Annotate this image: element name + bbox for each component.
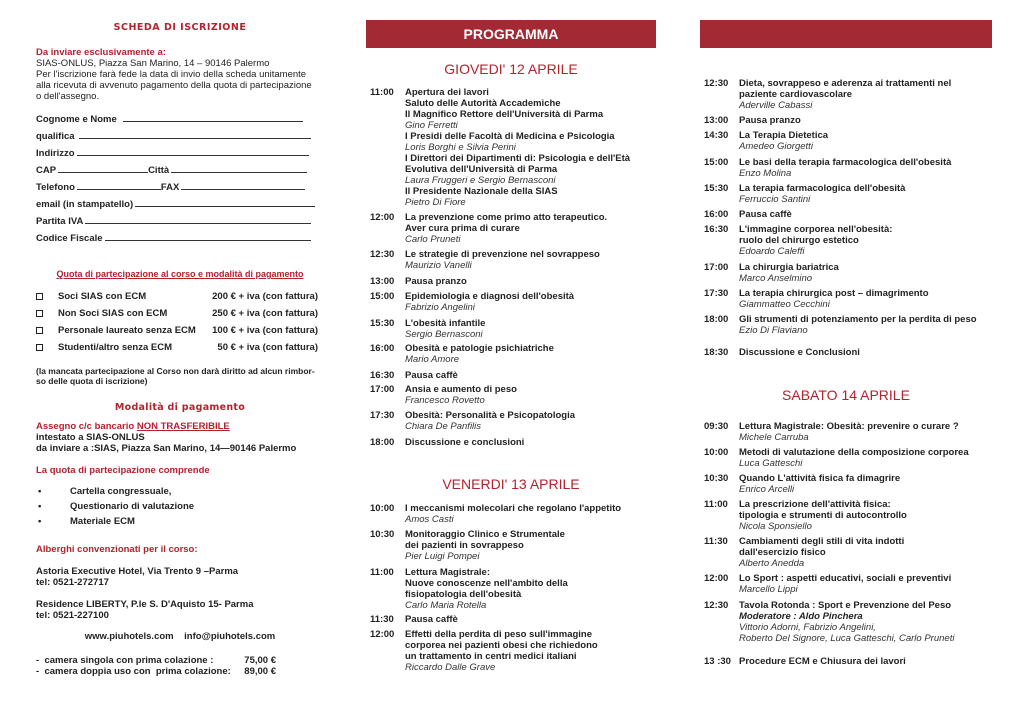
session-title: corporea nei pazienti obesi che richiedono <box>405 640 598 651</box>
speaker-name: Amos Casti <box>405 514 454 525</box>
fee-note-line: (la mancata partecipazione al Corso non darà diritto ad alcun rimbor- <box>36 366 315 376</box>
field-line[interactable] <box>171 164 307 173</box>
session-title: Pausa pranzo <box>405 276 467 287</box>
checkbox-icon[interactable] <box>36 310 43 317</box>
schedule-time: 15:00 <box>704 157 729 168</box>
field-line[interactable] <box>79 130 311 139</box>
schedule-time: 10:30 <box>704 473 729 484</box>
checkbox-icon[interactable] <box>36 344 43 351</box>
session-title: I meccanismi molecolari che regolano l'appetito <box>405 503 622 514</box>
payment-title: Modalità di pagamento <box>114 402 246 413</box>
session-title: Discussione e Conclusioni <box>739 347 860 358</box>
speaker-name: Gino Ferretti <box>405 120 458 131</box>
session-title: Dieta, sovrappeso e aderenza ai trattamenti nel <box>739 78 952 89</box>
session-title: paziente cardiovascolare <box>739 89 852 100</box>
speaker-name: Riccardo Dalle Grave <box>405 662 496 673</box>
bullet-icon: • <box>38 486 42 497</box>
speaker-name: Nicola Sponsiello <box>739 521 812 532</box>
session-title: tipologia e strumenti di autocontrollo <box>739 510 907 521</box>
hotel-line: tel: 0521-272717 <box>36 577 109 588</box>
schedule-time: 16:30 <box>704 224 729 235</box>
session-title: Lettura Magistrale: <box>405 567 490 578</box>
registration-title: SCHEDA DI ISCRIZIONE <box>113 22 247 33</box>
session-title: ruolo del chirurgo estetico <box>739 235 859 246</box>
schedule-time: 12:00 <box>370 629 395 640</box>
schedule-time: 11:00 <box>370 87 394 98</box>
session-title: Il Magnifico Rettore dell'Università di Parma <box>405 109 604 120</box>
speaker-name: Carlo Maria Rotella <box>405 600 487 611</box>
hotel-line: tel: 0521-227100 <box>36 610 109 621</box>
hotel-line: Astoria Executive Hotel, Via Trento 9 –Parma <box>36 566 239 577</box>
day-title-giovedi: GIOVEDI' 12 APRILE <box>444 61 578 77</box>
field-label: Cognome e Nome <box>36 114 117 125</box>
session-title: La prevenzione come primo atto terapeutico. <box>405 212 608 223</box>
field-cognome-nome[interactable] <box>36 113 303 125</box>
schedule-time: 12:00 <box>704 573 729 584</box>
speaker-name: Luca Gatteschi <box>739 458 803 469</box>
schedule-time: 17:30 <box>370 410 395 421</box>
speaker-name: Laura Fruggeri e Sergio Bernasconi <box>405 175 556 186</box>
fee-price: 250 € + iva (con fattura) <box>212 308 318 319</box>
session-title: dall'esercizio fisico <box>739 547 826 558</box>
session-title: Metodi di valutazione della composizione corporea <box>739 447 969 458</box>
cheque-block <box>36 421 324 454</box>
includes-text: Questionario di valutazione <box>70 501 195 512</box>
speaker-name: Ezio Di Flaviano <box>739 325 808 336</box>
includes-text: Cartella congressuale, <box>70 486 172 497</box>
includes-text: Materiale ECM <box>70 516 135 527</box>
session-title: Nuove conoscenze nell'ambito della <box>405 578 568 589</box>
fee-note-line: so delle quota di iscrizione) <box>36 376 148 386</box>
field-partita-iva[interactable] <box>36 215 311 227</box>
session-title: Obesità: Personalità e Psicopatologia <box>405 410 575 421</box>
speaker-name: Pier Luigi Pompei <box>405 551 480 562</box>
speaker-name: Alberto Anedda <box>739 558 805 569</box>
hotel-line: Residence LIBERTY, P.le S. D'Aquisto 15- Parma <box>36 599 254 610</box>
includes-title: La quota di partecipazione comprende <box>36 465 210 476</box>
session-title: Lettura Magistrale: Obesità: prevenire o curare ? <box>739 421 959 432</box>
speaker-name: Fabrizio Angelini <box>405 302 475 313</box>
speaker-name: Amedeo Giorgetti <box>739 141 813 152</box>
fee-name: Studenti/altro senza ECM <box>58 342 173 353</box>
bullet-icon: • <box>38 501 42 512</box>
schedule-time: 12:00 <box>370 212 395 223</box>
session-title: Aver cura prima di curare <box>405 223 520 234</box>
session-title: Moderatore : Aldo Pinchera <box>739 611 863 622</box>
fee-name: Soci SIAS con ECM <box>58 291 147 302</box>
session-title: I Direttori dei Dipartimenti di: Psicologia e dell'Età <box>405 153 631 164</box>
fee-title: Quota di partecipazione al corso e modalità di pagamento <box>56 269 304 279</box>
checkbox-icon[interactable] <box>36 293 43 300</box>
field-indirizzo[interactable] <box>36 147 309 159</box>
field-label: email (in stampatello) <box>36 199 134 210</box>
session-title: Ansia e aumento di peso <box>405 384 517 395</box>
speaker-name: Pietro Di Fiore <box>405 197 466 208</box>
session-title: Apertura dei lavori <box>405 87 489 98</box>
fee-price: 50 € + iva (con fattura) <box>217 342 318 353</box>
session-title: L'immagine corporea nell'obesità: <box>739 224 893 235</box>
session-title: Lo Sport : aspetti educativi, sociali e preventivi <box>739 573 952 584</box>
session-title: L'obesità infantile <box>405 318 486 329</box>
speaker-name: Sergio Bernasconi <box>405 329 483 340</box>
field-label: FAX <box>160 182 180 193</box>
room-label: - camera singola con prima colazione : <box>36 655 214 666</box>
session-title: Pausa caffè <box>739 209 792 220</box>
send-to-label: Da inviare esclusivamente a: <box>36 47 166 58</box>
fee-note <box>36 366 324 386</box>
speaker-name: Giammatteo Cecchini <box>739 299 830 310</box>
schedule-time: 13:00 <box>704 115 729 126</box>
session-title: Monitoraggio Clinico e Strumentale <box>405 529 565 540</box>
schedule-time: 10:00 <box>370 503 395 514</box>
send-note-line: Per l'iscrizione farà fede la data di invio della scheda unitamente <box>36 69 307 80</box>
session-title: Cambiamenti degli stili di vita indotti <box>739 536 905 547</box>
field-codice-fiscale[interactable] <box>36 232 311 244</box>
room-price-row <box>36 666 276 677</box>
speaker-name: Marco Anselmino <box>739 273 813 284</box>
session-title: Pausa caffè <box>405 370 458 381</box>
field-line[interactable] <box>85 215 311 224</box>
hotel-liberty <box>36 599 324 621</box>
session-title: La terapia chirurgica post – dimagrimento <box>739 288 929 299</box>
room-price-row <box>36 655 276 666</box>
fee-price: 200 € + iva (con fattura) <box>212 291 318 302</box>
session-title: La terapia farmacologica dell'obesità <box>739 183 906 194</box>
field-telefono-fax[interactable] <box>36 181 305 193</box>
hotels-title: Alberghi convenzionati per il corso: <box>36 544 198 555</box>
hotel-website[interactable]: www.piuhotels.com info@piuhotels.com <box>84 631 276 642</box>
field-line[interactable] <box>135 198 315 207</box>
session-title: La chirurgia bariatrica <box>739 262 839 273</box>
programma-banner <box>366 20 656 48</box>
fee-name: Non Soci SIAS con ECM <box>58 308 168 319</box>
checkbox-icon[interactable] <box>36 327 43 334</box>
schedule-time: 16:30 <box>370 370 395 381</box>
field-label: CAP <box>36 165 57 176</box>
session-title: Gli strumenti di potenziamento per la perdita di peso <box>739 314 977 325</box>
speaker-name: Mario Amore <box>405 354 460 365</box>
schedule-time: 16:00 <box>370 343 395 354</box>
schedule-time: 17:00 <box>370 384 395 395</box>
speaker-name: Michele Carruba <box>739 432 809 443</box>
room-label: - camera doppia uso con prima colazione: <box>36 666 231 677</box>
send-note-line: alla ricevuta di avvenuto pagamento della quota di partecipazione <box>36 80 312 91</box>
day-title-sabato: SABATO 14 APRILE <box>782 387 910 403</box>
schedule-time: 18:30 <box>704 347 729 358</box>
day-title-venerdi: VENERDI' 13 APRILE <box>442 476 580 492</box>
speaker-name: Maurizio Vanelli <box>405 260 472 271</box>
field-line[interactable] <box>77 147 309 156</box>
speaker-name: Edoardo Caleffi <box>739 246 805 257</box>
schedule-time: 13:00 <box>370 276 395 287</box>
session-title: un trattamento in centri medici italiani <box>405 651 577 662</box>
session-title: Epidemiologia e diagnosi dell'obesità <box>405 291 575 302</box>
schedule-time: 10:00 <box>704 447 729 458</box>
fee-name: Personale laureato senza ECM <box>58 325 196 336</box>
schedule-time: 12:30 <box>370 249 395 260</box>
schedule-time: 15:30 <box>370 318 395 329</box>
speaker-name: Ferruccio Santini <box>739 194 811 205</box>
schedule-time: 09:30 <box>704 421 729 432</box>
cheque-line: da inviare a :SIAS, Piazza San Marino, 14—90146 Palermo <box>36 443 297 454</box>
cheque-prefix: Assegno c/c bancario <box>36 421 137 432</box>
schedule-time: 11:30 <box>704 536 728 547</box>
field-email[interactable] <box>36 198 315 210</box>
schedule-time: 17:30 <box>704 288 729 299</box>
room-price: 89,00 € <box>244 666 276 677</box>
schedule-time: 18:00 <box>370 437 395 448</box>
session-title: Le strategie di prevenzione nel sovrappeso <box>405 249 600 260</box>
speaker-name: Enzo Molina <box>739 168 792 179</box>
speaker-name: Enrico Arcelli <box>739 484 795 495</box>
field-line[interactable] <box>123 113 303 122</box>
session-title: La prescrizione dell'attività fisica: <box>739 499 891 510</box>
field-qualifica[interactable] <box>36 130 311 142</box>
session-title: Quando L'attività fisica fa dimagrire <box>739 473 901 484</box>
speaker-name: Carlo Pruneti <box>405 234 461 245</box>
schedule-time: 11:00 <box>704 499 728 510</box>
field-cap-citta[interactable] <box>36 164 307 176</box>
schedule-time: 15:00 <box>370 291 395 302</box>
fee-price: 100 € + iva (con fattura) <box>212 325 318 336</box>
field-label: qualifica <box>36 131 75 142</box>
schedule-time: 17:00 <box>704 262 729 273</box>
schedule-time: 12:30 <box>704 78 729 89</box>
session-title: La Terapia Dietetica <box>739 130 829 141</box>
session-title: I Presidi delle Facoltà di Medicina e Psicologia <box>405 131 615 142</box>
schedule-time: 14:30 <box>704 130 729 141</box>
session-title: Il Presidente Nazionale della SIAS <box>405 186 558 197</box>
send-note-line: o dell'assegno. <box>36 91 100 102</box>
speaker-name: Marcello Lippi <box>739 584 798 595</box>
session-title: Pausa caffè <box>405 614 458 625</box>
session-title: fisiopatologia dell'obesità <box>405 589 522 600</box>
field-label: Telefono <box>36 182 75 193</box>
session-title: Le basi della terapia farmacologica dell'obesità <box>739 157 952 168</box>
schedule-time: 18:00 <box>704 314 729 325</box>
bullet-icon: • <box>38 516 42 527</box>
speaker-name: Chiara De Panfilis <box>405 421 482 432</box>
room-price: 75,00 € <box>244 655 276 666</box>
speaker-name: Loris Borghi e Silvia Perini <box>405 142 516 153</box>
field-line[interactable] <box>77 181 161 190</box>
session-title: Saluto delle Autorità Accademiche <box>405 98 561 109</box>
session-title: dei pazienti in sovrappeso <box>405 540 524 551</box>
field-label: Partita IVA <box>36 216 84 227</box>
schedule-time: 12:30 <box>704 600 729 611</box>
speaker-name: Aderville Cabassi <box>739 100 813 111</box>
session-title: Pausa pranzo <box>739 115 801 126</box>
speaker-name: Vittorio Adorni, Fabrizio Angelini, <box>739 622 876 633</box>
send-to-address: SIAS-ONLUS, Piazza San Marino, 14 – 90146 Palermo <box>36 58 270 69</box>
field-label: Indirizzo <box>36 148 75 159</box>
hotel-astoria <box>36 566 324 588</box>
programma-banner-blank <box>700 20 992 48</box>
session-title: Effetti della perdita di peso sull'immagine <box>405 629 593 640</box>
session-title: Discussione e conclusioni <box>405 437 525 448</box>
schedule-time: 16:00 <box>704 209 729 220</box>
field-label: Codice Fiscale <box>36 233 103 244</box>
field-line[interactable] <box>181 181 305 190</box>
session-title: Procedure ECM e Chiusura dei lavori <box>739 656 906 667</box>
speaker-name: Roberto Del Signore, Luca Gatteschi, Carlo Pruneti <box>739 633 955 644</box>
field-line[interactable] <box>105 232 311 241</box>
schedule-time: 11:00 <box>370 567 394 578</box>
send-to-block <box>36 47 324 102</box>
schedule-time: 10:30 <box>370 529 395 540</box>
schedule-time: 13 :30 <box>704 656 731 667</box>
schedule-time: 15:30 <box>704 183 729 194</box>
cheque-emphasis: NON TRASFERIBILE <box>136 421 230 432</box>
field-label: Città <box>148 165 170 176</box>
field-line[interactable] <box>58 164 148 173</box>
session-title: Obesità e patologie psichiatriche <box>405 343 554 354</box>
session-title: Tavola Rotonda : Sport e Prevenzione del Peso <box>739 600 952 611</box>
schedule-time: 11:30 <box>370 614 394 625</box>
programma-banner-title: PROGRAMMA <box>463 26 559 42</box>
session-title: Evolutiva dell'Università di Parma <box>405 164 558 175</box>
speaker-name: Francesco Rovetto <box>405 395 485 406</box>
cheque-line: intestato a SIAS-ONLUS <box>36 432 145 443</box>
